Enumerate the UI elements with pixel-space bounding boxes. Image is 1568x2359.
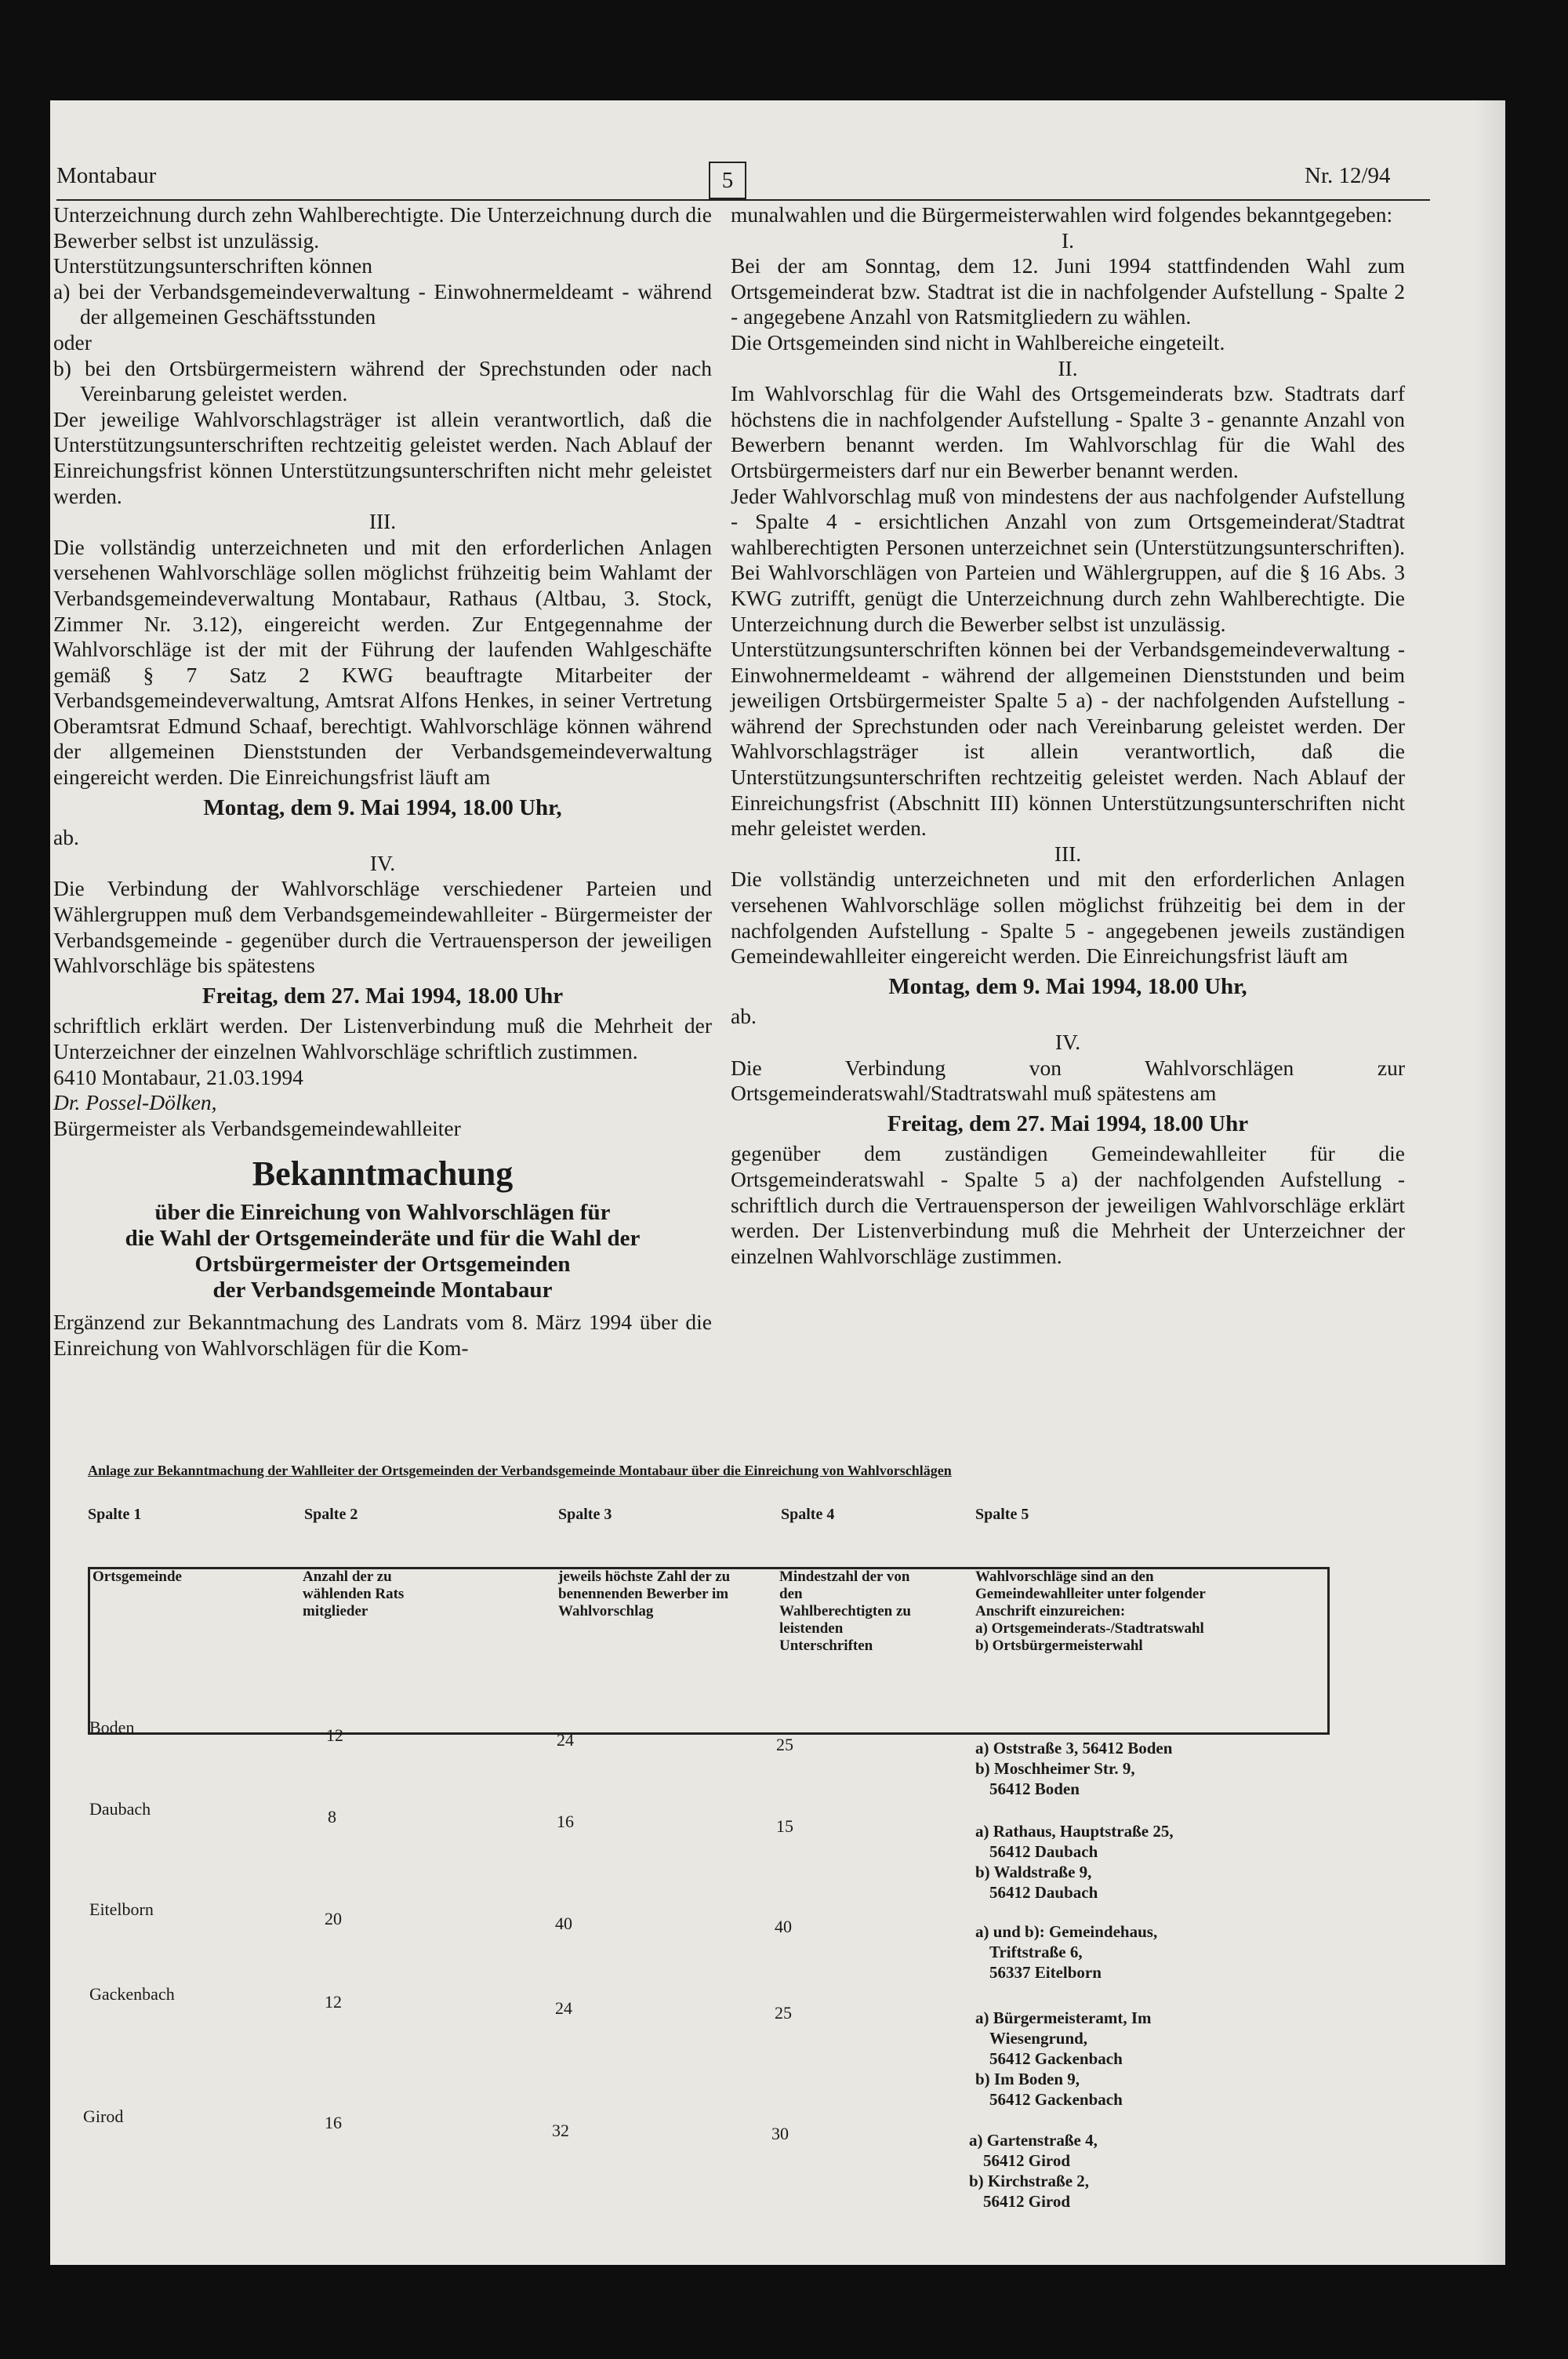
table-cell-address bbox=[975, 1821, 1174, 1903]
section-heading: I. bbox=[1061, 227, 1075, 253]
address-line: a) Bürgermeisteramt, Im bbox=[975, 2008, 1152, 2027]
paragraph: Ergänzend zur Bekanntmachung des Landrats vom 8. März 1994 über die Einreichung von Wahlvorschlägen für die Kom- bbox=[53, 1309, 712, 1360]
spalte-label: Spalte 3 bbox=[558, 1506, 612, 1523]
table-cell-seats: 12 bbox=[326, 1725, 343, 1745]
announcement-subtitle: über die Einreichung von Wahlvorschlägen für bbox=[154, 1199, 611, 1225]
table-cell-max: 32 bbox=[552, 2121, 569, 2140]
list-item: b) bei den Ortsbürgermeistern während der Sprechstunden oder nach Vereinbarung geleistet werden. bbox=[53, 355, 712, 406]
table-cell-name: Girod bbox=[83, 2106, 124, 2126]
paragraph: gegenüber dem zuständigen Gemeindewahlleiter für die Ortsgemeinderatswahl - Spalte 5 a) der nachfolgenden Aufstellung - schriftlich durch die Vertrauensperson der jeweiligen Wahlvorschläge erklärt werden. Der Listenverbindung muß die Mehrheit der Unterzeichner der einzelnen Wahlvorschläge zustimmen. bbox=[731, 1141, 1405, 1268]
address-line: b) Kirchstraße 2, bbox=[969, 2172, 1090, 2190]
header-town: Montabaur bbox=[56, 163, 157, 188]
table-cell-name: Daubach bbox=[89, 1799, 151, 1819]
address-line: 56412 Gackenbach bbox=[989, 2090, 1123, 2109]
paragraph: oder bbox=[53, 329, 92, 354]
table-cell-min: 25 bbox=[776, 1735, 793, 1754]
address-line: b) Im Boden 9, bbox=[975, 2070, 1080, 2088]
table-cell-address bbox=[975, 1738, 1172, 1799]
paragraph: schriftlich erklärt werden. Der Listenverbindung muß die Mehrheit der Unterzeichner der einzelnen Wahlvorschläge schriftlich zustimmen. bbox=[53, 1013, 712, 1063]
paragraph: Unterstützungsunterschriften können bei der Verbandsgemeindeverwaltung - Einwohnermeldeamt - während der allgemeinen Dienststunden und beim jeweiligen Ortsbürgermeister Spalte 5 a) - der nachfolgenden Aufstellung - während der Sprechstunden oder nach Vereinbarung geleistet werden. Der Wahlvorschlagsträger ist allein verantwortlich, daß die Unterstützungsunterschriften rechtzeitig geleistet werden. Nach Ablauf der Einreichungsfrist (Abschnitt III) können Unterstützungsunterschriften nicht mehr geleistet werden. bbox=[731, 637, 1405, 841]
paragraph: Die vollständig unterzeichneten und mit den erforderlichen Anlagen versehenen Wahlvorschläge sollen möglichst frühzeitig bei dem in der nachfolgenden Aufstellung - Spalte 5 - angegebenen jeweils zuständigen Gemeindewahlleiter eingereicht werden. Die Einreichungsfrist läuft am bbox=[731, 867, 1405, 969]
table-cell-min: 40 bbox=[775, 1917, 792, 1936]
paragraph: Die Verbindung von Wahlvorschlägen zur Ortsgemeinderatswahl/Stadtratswahl muß spätestens am bbox=[731, 1055, 1405, 1106]
table-cell-name: Boden bbox=[89, 1717, 135, 1737]
header-issue: Nr. 12/94 bbox=[1305, 163, 1391, 188]
address-line: 56412 Daubach bbox=[989, 1883, 1098, 1902]
table-caption: Anlage zur Bekanntmachung der Wahlleiter der Ortsgemeinden der Verbandsgemeinde Montabaur über die Einreichung von Wahlvorschlägen bbox=[88, 1463, 952, 1478]
table-cell-seats: 16 bbox=[325, 2113, 342, 2132]
paragraph: Die Verbindung der Wahlvorschläge verschiedener Parteien und Wählergruppen muß dem Verbandsgemeindewahlleiter - Bürgermeister der Verbandsgemeinde - gegenüber durch die Vertrauensperson der jeweiligen Wahlvorschläge bis spätestens bbox=[53, 876, 712, 978]
address-line: b) Moschheimer Str. 9, bbox=[975, 1759, 1135, 1778]
table-cell-min: 15 bbox=[776, 1816, 793, 1836]
page-number: 5 bbox=[709, 162, 746, 199]
deadline-date: Freitag, dem 27. Mai 1994, 18.00 Uhr bbox=[201, 983, 564, 1009]
address-line: 56412 Girod bbox=[983, 2192, 1071, 2211]
paragraph: Die Ortsgemeinden sind nicht in Wahlbereiche eingeteilt. bbox=[731, 329, 1225, 354]
signer-role: Bürgermeister als Verbandsgemeindewahlleiter bbox=[53, 1115, 461, 1140]
address-line: a) Rathaus, Hauptstraße 25, bbox=[975, 1822, 1174, 1841]
section-heading: II. bbox=[1058, 355, 1078, 380]
paragraph: ab. bbox=[731, 1004, 757, 1029]
address-line: a) Gartenstraße 4, bbox=[969, 2131, 1098, 2150]
paragraph: Unterzeichnung durch zehn Wahlberechtigte. Die Unterzeichnung durch die Bewerber selbst ist unzulässig. bbox=[53, 202, 712, 253]
paragraph: ab. bbox=[53, 825, 79, 850]
column-header bbox=[975, 1568, 1226, 1655]
deadline-date: Freitag, dem 27. Mai 1994, 18.00 Uhr bbox=[887, 1110, 1249, 1136]
address-line: 56412 Girod bbox=[983, 2151, 1071, 2170]
table-cell-seats: 20 bbox=[325, 1909, 342, 1928]
spalte-label: Spalte 1 bbox=[88, 1506, 142, 1523]
announcement-title: Bekanntmachung bbox=[252, 1154, 514, 1194]
announcement-subtitle: der Verbandsgemeinde Montabaur bbox=[212, 1277, 553, 1303]
address-line: 56412 Daubach bbox=[989, 1842, 1098, 1861]
deadline-date: Montag, dem 9. Mai 1994, 18.00 Uhr, bbox=[888, 973, 1247, 999]
paragraph: Unterstützungsunterschriften können bbox=[53, 253, 373, 278]
address-line: a) und b): Gemeindehaus, bbox=[975, 1922, 1158, 1941]
spalte-label: Spalte 5 bbox=[975, 1506, 1029, 1523]
section-heading: III. bbox=[368, 509, 397, 534]
column-header: jeweils höchste Zahl der zu benennenden Bewerber im Wahlvorschlag bbox=[558, 1568, 731, 1619]
address-line: Wiesengrund, bbox=[989, 2029, 1088, 2048]
right-column bbox=[731, 202, 1405, 1269]
left-column bbox=[53, 202, 712, 1361]
table-cell-address bbox=[975, 2008, 1152, 2110]
address-line: 56412 Gackenbach bbox=[989, 2049, 1123, 2068]
table-cell-max: 40 bbox=[555, 1914, 572, 1933]
table-cell-max: 24 bbox=[555, 1998, 572, 2018]
paragraph: Im Wahlvorschlag für die Wahl des Ortsgemeinderats bzw. Stadtrats darf höchstens die in nachfolgender Aufstellung - Spalte 3 - genannte Anzahl von Bewerbern benannt werden. Im Wahlvorschlag für die Wahl des Ortsbürgermeisters darf nur ein Bewerber benannt werden. bbox=[731, 381, 1405, 482]
paragraph: munalwahlen und die Bürgermeisterwahlen wird folgendes bekanntgegeben: bbox=[731, 202, 1393, 227]
table-cell-min: 30 bbox=[771, 2124, 789, 2143]
paragraph: Der jeweilige Wahlvorschlagsträger ist allein verantwortlich, daß die Unterstützungsunterschriften rechtzeitig geleistet werden. Nach Ablauf der Einreichungsfrist können Unterstützungsunterschriften nicht mehr geleistet werden. bbox=[53, 406, 712, 508]
signer-name: Dr. Possel-Dölken, bbox=[53, 1090, 217, 1115]
column-header: Anzahl der zu wählenden Rats mitglieder bbox=[303, 1568, 405, 1619]
column-header: Mindestzahl der von den Wahlberechtigten zu leistenden Unterschriften bbox=[779, 1568, 912, 1654]
table-cell-name: Gackenbach bbox=[89, 1984, 175, 2004]
table-cell-seats: 8 bbox=[328, 1807, 336, 1826]
table-cell-seats: 12 bbox=[325, 1992, 342, 2012]
section-heading: III. bbox=[1054, 841, 1082, 866]
list-item: a) bei der Verbandsgemeindeverwaltung - Einwohnermeldeamt - während der allgemeinen Geschäftsstunden bbox=[53, 278, 712, 329]
section-heading: IV. bbox=[1054, 1030, 1081, 1054]
announcement-subtitle: Ortsbürgermeister der Ortsgemeinden bbox=[194, 1251, 571, 1277]
table-cell-max: 16 bbox=[557, 1812, 574, 1831]
column-header-text: Wahlvorschläge sind an den Gemeindewahlleiter unter folgender Anschrift einzureichen: bbox=[975, 1568, 1206, 1619]
column-header-text: b) Ortsbürgermeisterwahl bbox=[975, 1637, 1143, 1654]
spalte-label: Spalte 4 bbox=[781, 1506, 835, 1523]
announcement-subtitle: die Wahl der Ortsgemeinderäte und für die Wahl der bbox=[125, 1225, 641, 1251]
paragraph: Jeder Wahlvorschlag muß von mindestens der aus nachfolgender Aufstellung - Spalte 4 - ersichtlichen Anzahl von zum Ortsgemeinderat/Stadtrat wahlberechtigten Personen unterzeichnet sein (Unterstützungsunterschriften). Bei Wahlvorschlägen von Parteien und Wählergruppen, auf die § 16 Abs. 3 KWG zutrifft, genügt die Unterzeichnung durch zehn Wahlberechtigte. Die Unterzeichnung durch die Bewerber selbst ist unzulässig. bbox=[731, 483, 1405, 636]
table-cell-min: 25 bbox=[775, 2003, 792, 2023]
address-line: 56412 Boden bbox=[989, 1779, 1080, 1798]
place-date: 6410 Montabaur, 21.03.1994 bbox=[53, 1064, 303, 1089]
address-line: Triftstraße 6, bbox=[989, 1943, 1083, 1961]
deadline-date: Montag, dem 9. Mai 1994, 18.00 Uhr, bbox=[203, 794, 562, 820]
spalte-label: Spalte 2 bbox=[304, 1506, 358, 1523]
table-cell-name: Eitelborn bbox=[89, 1899, 154, 1919]
paragraph: Bei der am Sonntag, dem 12. Juni 1994 stattfindenden Wahl zum Ortsgemeinderat bzw. Stadtrat ist die in nachfolgender Aufstellung - Spalte 2 - angegebene Anzahl von Ratsmitgliedern zu wählen. bbox=[731, 253, 1405, 329]
paragraph: Die vollständig unterzeichneten und mit den erforderlichen Anlagen versehenen Wahlvorschläge sollen möglichst frühzeitig beim Wahlamt der Verbandsgemeindeverwaltung Montabaur, Rathaus (Altbau, 3. Stock, Zimmer Nr. 3.12), eingereicht werden. Zur Entgegennahme der Wahlvorschläge ist der mit der Führung der laufenden Wahlgeschäfte gemäß § 7 Satz 2 KWG beauftragte Mitarbeiter der Verbandsgemeindeverwaltung, Amtsrat Alfons Henkes, in seiner Vertretung Oberamtsrat Edmund Schaaf, berechtigt. Wahlvorschläge können während der allgemeinen Dienststunden der Verbandsgemeindeverwaltung eingereicht werden. Die Einreichungsfrist läuft am bbox=[53, 534, 712, 790]
table-cell-address bbox=[969, 2130, 1098, 2212]
header-rule bbox=[56, 199, 1430, 201]
table-cell-address bbox=[975, 1921, 1157, 1983]
column-header-text: a) Ortsgemeinderats-/Stadtratswahl bbox=[975, 1620, 1204, 1637]
address-line: 56337 Eitelborn bbox=[989, 1963, 1102, 1982]
column-header: Ortsgemeinde bbox=[93, 1568, 182, 1585]
paper-edge-shadow bbox=[1474, 100, 1505, 2265]
address-line: a) Oststraße 3, 56412 Boden bbox=[975, 1739, 1173, 1757]
address-line: b) Waldstraße 9, bbox=[975, 1863, 1092, 1881]
table-cell-max: 24 bbox=[557, 1730, 574, 1750]
section-heading: IV. bbox=[369, 850, 396, 875]
